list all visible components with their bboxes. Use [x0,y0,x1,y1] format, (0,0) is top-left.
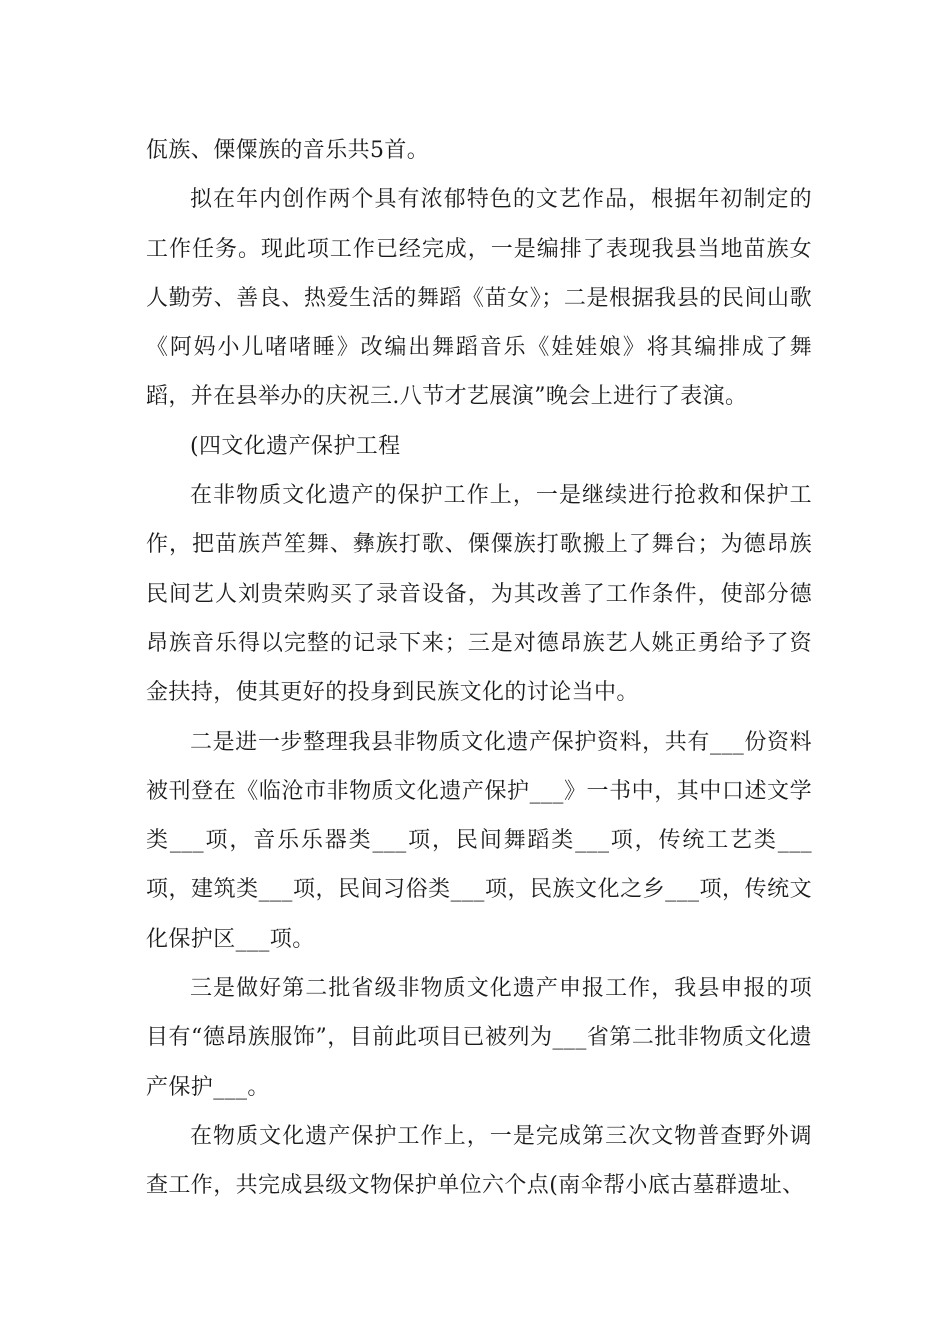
paragraph-5: 二是进一步整理我县非物质文化遗产保护资料，共有___份资料被刊登在《临沧市非物质文化遗产保护___》一书中，其中口述文学类___项，音乐乐器类___项，民间舞蹈类___项，传统工艺类___项，建筑类___项，民间习俗类___项，民族文化之乡___项，传统文化保护区___项。 [146,729,812,952]
document-body [146,126,812,1211]
paragraph-4: 在非物质文化遗产的保护工作上，一是继续进行抢救和保护工作，把苗族芦笙舞、彝族打歌、傈僳族打歌搬上了舞台；为德昂族民间艺人刘贵荣购买了录音设备，为其改善了工作条件，使部分德昂族音乐得以完整的记录下来；三是对德昂族艺人姚正勇给予了资金扶持，使其更好的投身到民族文化的讨论当中。 [146,483,812,706]
paragraph-7: 在物质文化遗产保护工作上，一是完成第三次文物普查野外调查工作，共完成县级文物保护单位六个点(南伞帮小底古墓群遗址、 [146,1123,812,1199]
paragraph-6: 三是做好第二批省级非物质文化遗产申报工作，我县申报的项目有“德昂族服饰”，目前此项目已被列为___省第二批非物质文化遗产保护___。 [146,976,812,1100]
paragraph-1: 佤族、傈僳族的音乐共5首。 [146,138,430,163]
section-heading: (四文化遗产保护工程 [190,433,401,459]
paragraph-2: 拟在年内创作两个具有浓郁特色的文艺作品，根据年初制定的工作任务。现此项工作已经完成，一是编排了表现我县当地苗族女人勤劳、善良、热爱生活的舞蹈《苗女》；二是根据我县的民间山歌《阿妈小儿啫啫睡》改编出舞蹈音乐《娃娃娘》将其编排成了舞蹈，并在县举办的庆祝三.八节才艺展演”晚会上进行了表演。 [146,187,812,410]
